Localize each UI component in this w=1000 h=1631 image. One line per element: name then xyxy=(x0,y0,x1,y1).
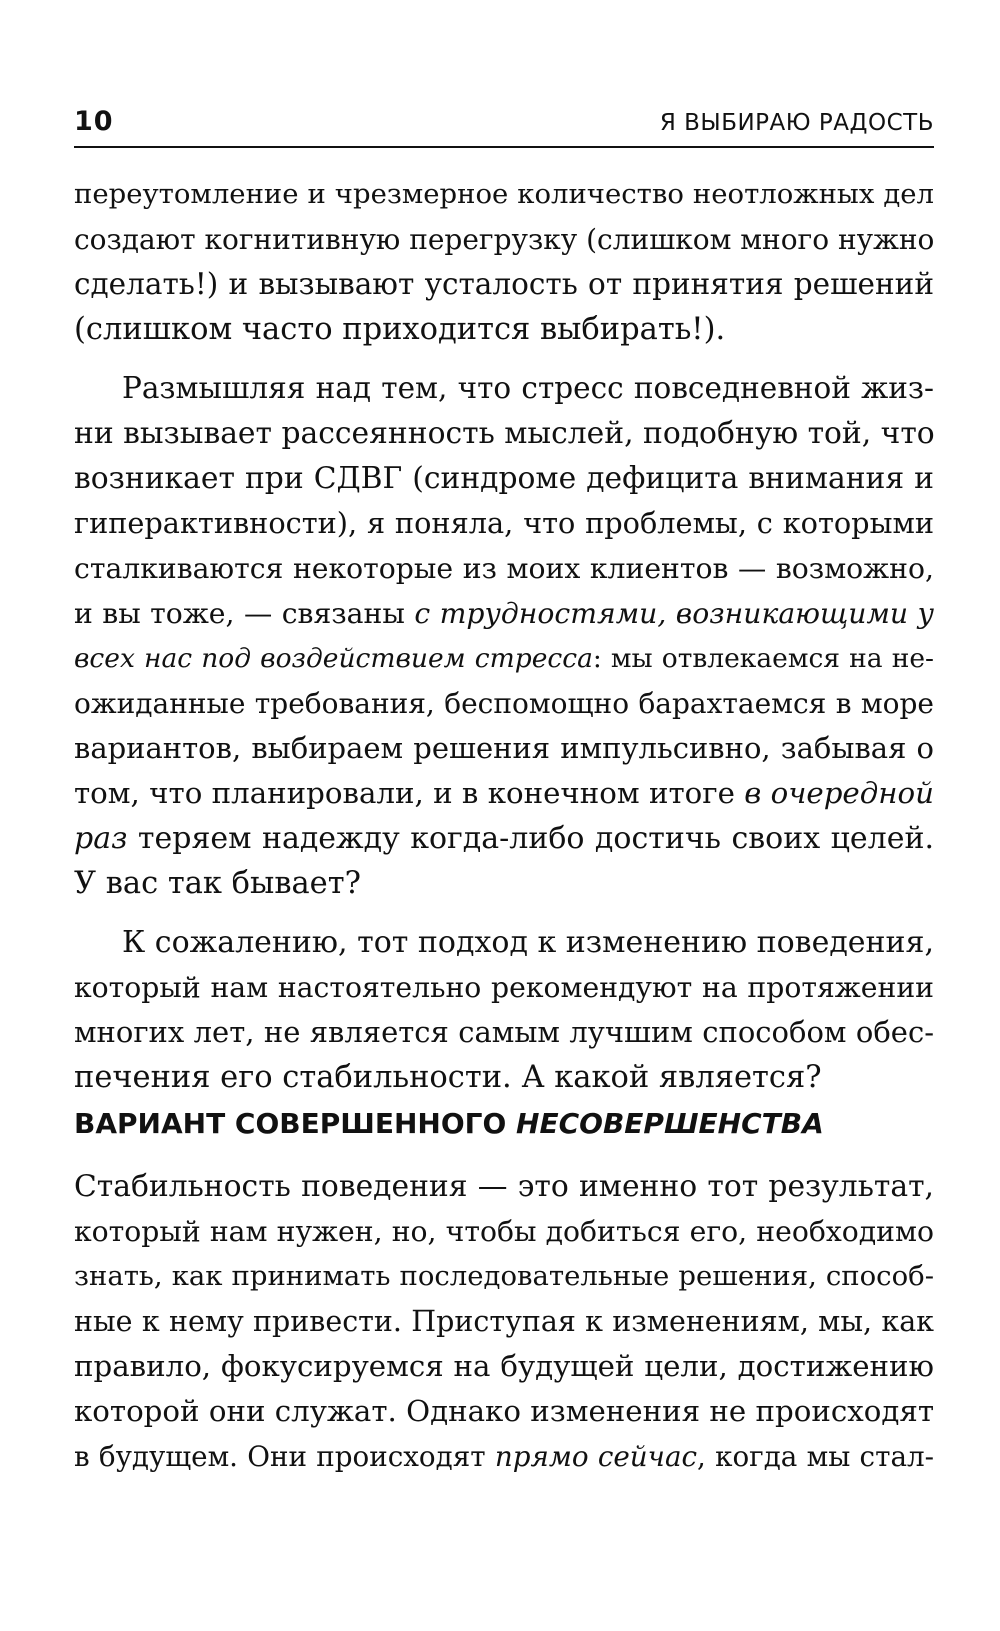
heading-italic: НЕСОВЕРШЕНСТВА xyxy=(516,1107,824,1140)
paragraph-2 xyxy=(74,366,934,906)
paragraph-3 xyxy=(74,920,934,1100)
book-page xyxy=(74,0,934,1631)
paragraph-4 xyxy=(74,1164,934,1479)
emphasis-text: с трудностями, возникающими у xyxy=(414,597,934,630)
text-span: , когда мы стал- xyxy=(697,1440,935,1473)
text-line: ожиданные требования, беспомощно барахтаемся в море xyxy=(74,687,934,720)
text-line: создают когнитивную перегрузку (слишком много нужно xyxy=(74,223,935,256)
text-line: многих лет, не является самым лучшим способом обес- xyxy=(74,1015,934,1049)
text-line xyxy=(74,920,934,965)
text-line: сделать!) и вызывают усталость от принятия решений xyxy=(74,267,934,301)
running-head xyxy=(74,98,934,148)
text-span: и вы тоже, — связаны xyxy=(74,597,415,630)
text-span: К сожалению, тот подход к изменению поведения, xyxy=(122,925,934,960)
text-line: гиперактивности), я поняла, что проблемы, с которыми xyxy=(74,506,934,540)
text-line: правило, фокусируемся на будущей цели, достижению xyxy=(74,1349,934,1383)
text-line xyxy=(74,636,934,681)
text-line: которой они служат. Однако изменения не происходят xyxy=(74,1394,934,1428)
emphasis-text: в очередной xyxy=(744,776,934,810)
text-line: сталкиваются некоторые из моих клиентов — возможно, xyxy=(74,552,934,585)
text-line: который нам нужен, но, чтобы добиться его, необходимо xyxy=(74,1215,934,1248)
text-line: знать, как принимать последовательные решения, способ- xyxy=(74,1260,934,1292)
book-title: Я ВЫБИРАЮ РАДОСТЬ xyxy=(659,110,934,136)
text-line xyxy=(74,816,934,861)
text-span: Размышляя над тем, что стресс повседневной жиз- xyxy=(122,371,934,405)
text-line: вариантов, выбираем решения импульсивно, забывая о xyxy=(74,731,934,765)
text-line: У вас так бывает? xyxy=(74,866,361,901)
text-span: в будущем. Они происходят xyxy=(74,1440,495,1473)
page-number: 10 xyxy=(74,106,114,137)
emphasis-text: всех нас под воздействием стресса xyxy=(74,643,593,674)
text-line xyxy=(74,591,934,636)
emphasis-text: прямо сейчас xyxy=(494,1440,698,1473)
text-line xyxy=(74,366,934,411)
emphasis-text: раз xyxy=(74,821,128,856)
text-line: ные к нему привести. Приступая к изменениям, мы, как xyxy=(74,1305,934,1338)
heading-regular: ВАРИАНТ СОВЕРШЕННОГО xyxy=(74,1107,517,1140)
text-line: печения его стабильности. А какой является? xyxy=(74,1060,822,1095)
text-line xyxy=(74,1434,934,1479)
text-line: возникает при СДВГ (синдроме дефицита внимания и xyxy=(74,461,934,496)
text-line: (слишком часто приходится выбирать!). xyxy=(74,312,726,347)
section-heading xyxy=(74,1107,934,1140)
text-line: который нам настоятельно рекомендуют на протяжении xyxy=(74,971,934,1004)
text-span: том, что планировали, и в конечном итоге xyxy=(74,776,745,810)
text-line: переутомление и чрезмерное количество неотложных дел xyxy=(74,178,934,210)
text-line: Стабильность поведения — это именно тот результат, xyxy=(74,1169,934,1204)
text-span: : мы отвлекаемся на не- xyxy=(592,643,935,674)
text-line: ни вызывает рассеянность мыслей, подобную той, что xyxy=(74,416,935,451)
paragraph-1 xyxy=(74,172,934,352)
body-text xyxy=(74,172,934,1100)
text-span: теряем надежду когда-либо достичь своих целей. xyxy=(127,821,934,856)
text-line xyxy=(74,771,934,816)
